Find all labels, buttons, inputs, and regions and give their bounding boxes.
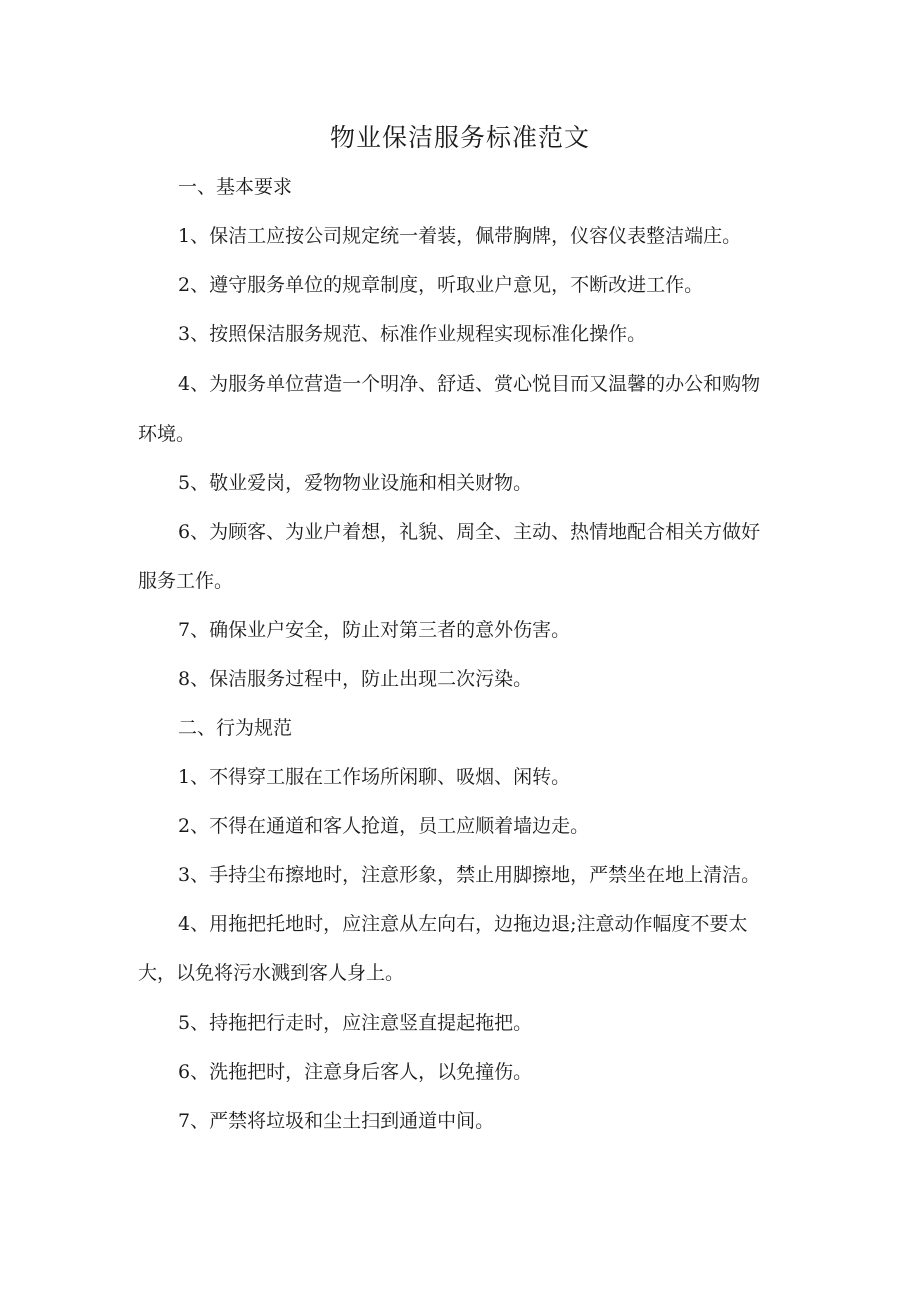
paragraph-line: 5、持拖把行走时，应注意竖直提起拖把。	[178, 1012, 533, 1034]
paragraph-line: 2、不得在通道和客人抢道，员工应顺着墙边走。	[178, 815, 590, 837]
paragraph-line: 3、按照保洁服务规范、标准作业规程实现标准化操作。	[178, 323, 647, 345]
paragraph-line: 8、保洁服务过程中，防止出现二次污染。	[178, 668, 533, 690]
paragraph-line: 4、用拖把托地时，应注意从左向右，边拖边退;注意动作幅度不要太	[178, 913, 748, 935]
paragraph-line-continued: 环境。	[138, 423, 196, 445]
paragraph-line: 2、遵守服务单位的规章制度，听取业户意见，不断改进工作。	[178, 274, 704, 296]
paragraph-line: 1、保洁工应按公司规定统一着装，佩带胸牌，仪容仪表整洁端庄。	[178, 225, 742, 247]
paragraph-line: 5、敬业爱岗，爱物物业设施和相关财物。	[178, 472, 533, 494]
paragraph-line: 6、为顾客、为业户着想，礼貌、周全、主动、热情地配合相关方做好	[178, 521, 761, 543]
paragraph-line-continued: 大，以免将污水溅到客人身上。	[138, 962, 405, 984]
paragraph-line: 4、为服务单位营造一个明净、舒适、赏心悦目而又温馨的办公和购物	[178, 373, 761, 395]
section-heading-basic: 一、基本要求	[178, 176, 293, 198]
document-title: 物业保洁服务标准范文	[329, 123, 590, 152]
paragraph-line: 7、确保业户安全，防止对第三者的意外伤害。	[178, 619, 571, 641]
paragraph-line: 7、严禁将垃圾和尘土扫到通道中间。	[178, 1110, 495, 1132]
section-heading-conduct: 二、行为规范	[178, 717, 293, 739]
paragraph-line: 6、洗拖把时，注意身后客人，以免撞伤。	[178, 1061, 533, 1083]
paragraph-line: 1、不得穿工服在工作场所闲聊、吸烟、闲转。	[178, 766, 571, 788]
paragraph-line: 3、手持尘布擦地时，注意形象，禁止用脚擦地，严禁坐在地上清洁。	[178, 864, 761, 886]
paragraph-line-continued: 服务工作。	[138, 570, 234, 592]
